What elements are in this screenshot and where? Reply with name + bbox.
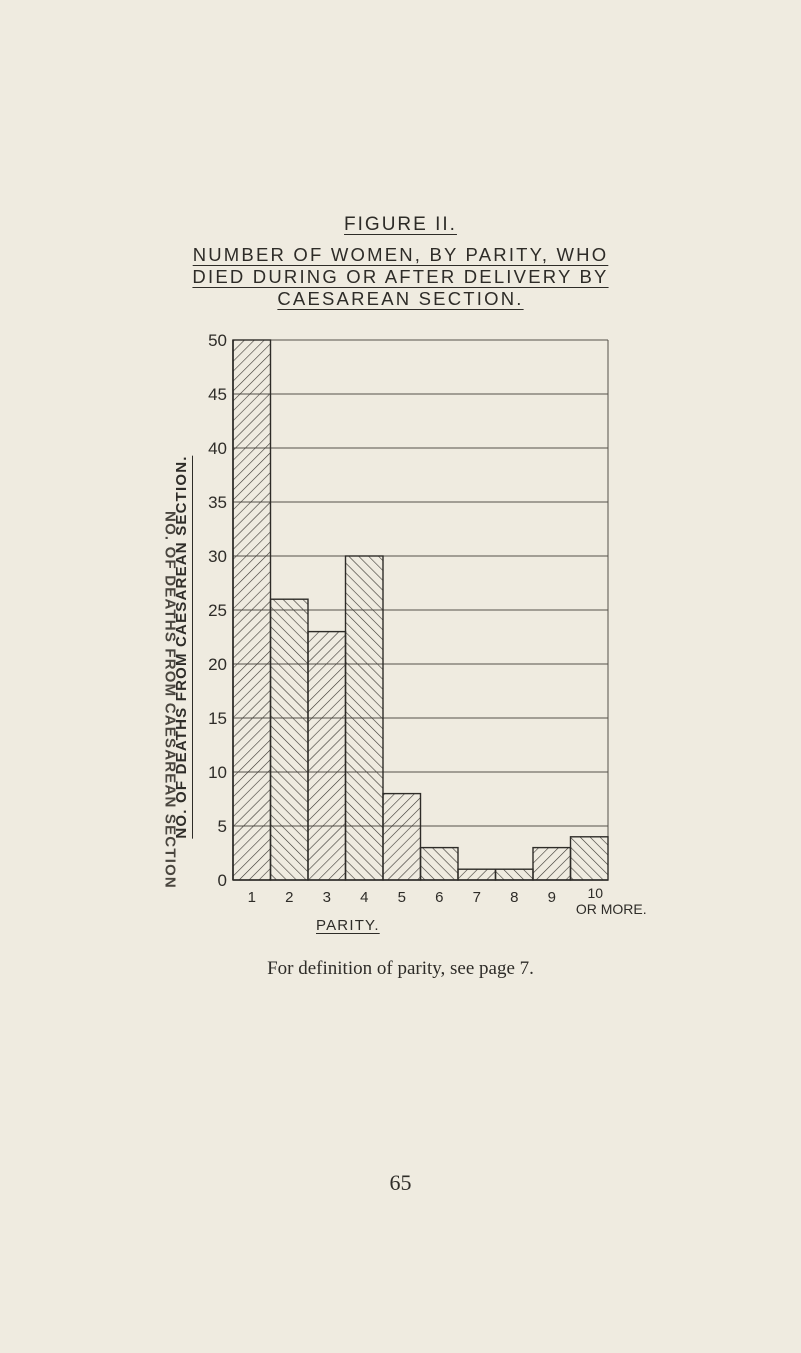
chart-title-line-3: CAESAREAN SECTION. — [277, 288, 524, 309]
x-tick-9: 9 — [547, 889, 556, 906]
bar-parity-2 — [271, 599, 309, 880]
y-tick-25: 25 — [208, 601, 227, 620]
bar-parity-7 — [458, 869, 496, 880]
bar-parity-9 — [533, 848, 571, 880]
y-tick-30: 30 — [208, 547, 227, 566]
y-tick-10: 10 — [208, 763, 227, 782]
y-tick-35: 35 — [208, 493, 227, 512]
x-axis-label — [316, 917, 380, 934]
x-tick-4: 4 — [360, 889, 369, 906]
y-axis-label-show-through: NO. OF DEATHS FROM CAESAREAN SECTION — [161, 511, 179, 889]
bar-parity-4 — [346, 556, 384, 880]
x-tick-5: 5 — [397, 889, 406, 906]
y-axis-label: NO. OF DEATHS FROM CAESAREAN SECTION. — [173, 455, 193, 838]
x-tick-labels — [248, 885, 647, 917]
figure-label-text: FIGURE II. — [344, 214, 457, 235]
x-axis-label-text: PARITY. — [316, 917, 380, 934]
footnote: For definition of parity, see page 7. — [267, 958, 534, 979]
bar-parity-5 — [383, 794, 421, 880]
bar-parity-10 — [571, 837, 609, 880]
x-tick-6: 6 — [435, 889, 444, 906]
y-tick-20: 20 — [208, 655, 227, 674]
y-tick-labels — [208, 331, 227, 890]
y-tick-50: 50 — [208, 331, 227, 350]
y-tick-5: 5 — [217, 817, 227, 836]
x-tick-7: 7 — [472, 889, 481, 906]
x-tick-10: 10 OR MORE. — [575, 885, 647, 917]
x-tick-1: 1 — [247, 889, 256, 906]
bar-parity-6 — [421, 848, 459, 880]
bar-parity-8 — [496, 869, 534, 880]
bar-parity-1 — [233, 340, 271, 880]
y-tick-40: 40 — [208, 439, 227, 458]
x-tick-3: 3 — [322, 889, 331, 906]
chart-title-line-2: DIED DURING OR AFTER DELIVERY BY — [192, 266, 609, 287]
y-tick-0: 0 — [217, 871, 227, 890]
bar-parity-3 — [308, 632, 346, 880]
x-tick-8: 8 — [510, 889, 519, 906]
y-tick-15: 15 — [208, 709, 227, 728]
y-tick-45: 45 — [208, 385, 227, 404]
page-number: 65 — [389, 1170, 412, 1195]
chart-title-line-1: NUMBER OF WOMEN, BY PARITY, WHO — [192, 244, 609, 265]
x-tick-2: 2 — [285, 889, 294, 906]
